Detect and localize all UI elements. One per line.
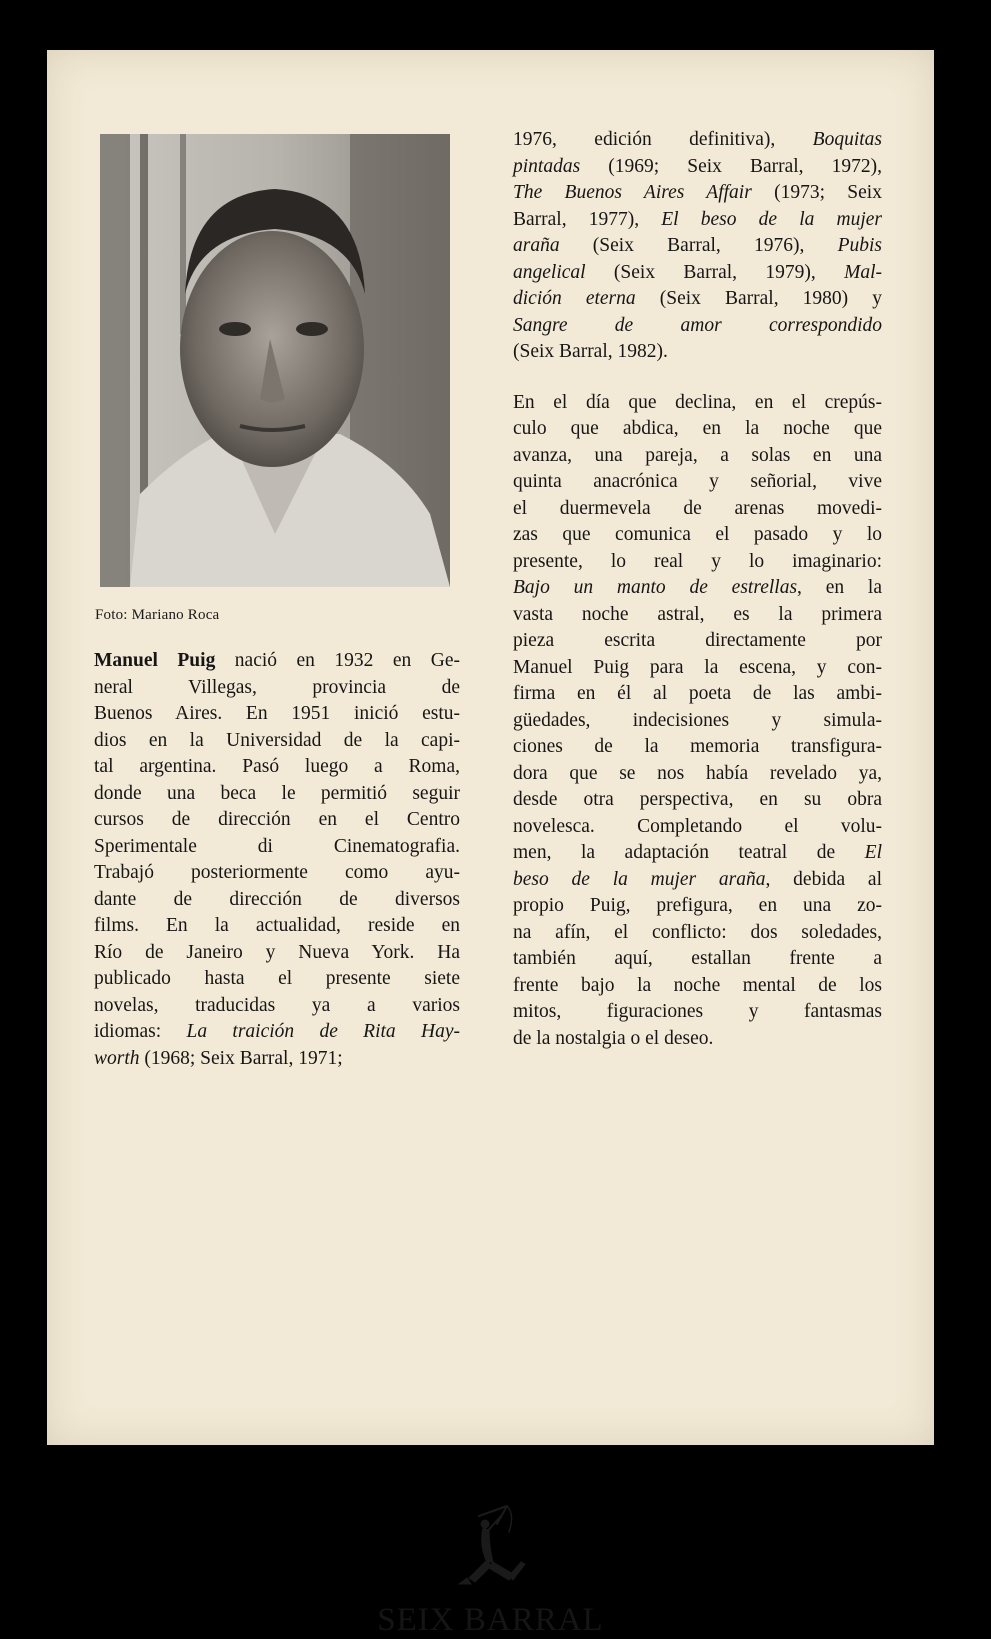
bio-line xyxy=(94,781,460,808)
text-run: worth xyxy=(94,1047,140,1069)
bibliography-line xyxy=(513,180,882,207)
text-run: tal argentina. Pasó luego a Roma, xyxy=(94,756,460,777)
text-run: angelical xyxy=(513,261,586,283)
text-run: Mal- xyxy=(844,261,882,283)
synopsis-line xyxy=(513,946,882,973)
text-run: na afín, el conflicto: dos soledades, xyxy=(513,921,882,943)
bio-line xyxy=(94,887,460,914)
bio-line xyxy=(94,675,460,702)
right-column xyxy=(513,127,882,1052)
text-run: desde otra perspectiva, en su obra xyxy=(513,789,882,810)
synopsis-line xyxy=(513,973,882,1000)
bio-line xyxy=(94,966,460,993)
text-run: , debida al xyxy=(765,868,882,890)
synopsis-line xyxy=(513,469,882,496)
bibliography-line xyxy=(513,233,882,260)
bibliography-line xyxy=(513,313,882,340)
text-run: firma en él al poeta de las ambi- xyxy=(513,683,882,704)
bio-line xyxy=(94,834,460,861)
synopsis-line xyxy=(513,390,882,417)
text-run: quinta anacrónica y señorial, vive xyxy=(513,471,882,492)
text-run: nació en 1932 en Ge- xyxy=(215,650,460,671)
text-run: avanza, una pareja, a solas en una xyxy=(513,444,882,466)
synopsis-line xyxy=(513,416,882,443)
text-run: neral Villegas, provincia de xyxy=(94,676,460,698)
bio-line xyxy=(94,940,460,967)
text-run: (Seix Barral, 1982). xyxy=(513,341,668,362)
synopsis-line xyxy=(513,840,882,867)
publisher-name: SEIX BARRAL xyxy=(377,1602,604,1638)
text-run: de la nostalgia o el deseo. xyxy=(513,1027,714,1049)
text-run: también aquí, estallan frente a xyxy=(513,948,882,969)
bibliography-line xyxy=(513,127,882,154)
text-run: güedades, indecisiones y simula- xyxy=(513,709,882,731)
photo-caption: Foto: Mariano Roca xyxy=(95,607,220,623)
text-run: Bajo un manto de estrellas xyxy=(513,577,798,598)
synopsis-line xyxy=(513,787,882,814)
text-run: donde una beca le permitió seguir xyxy=(94,782,460,804)
bio-line xyxy=(94,1019,460,1046)
synopsis-line xyxy=(513,496,882,523)
portrait-image xyxy=(100,134,450,587)
bio-line xyxy=(94,701,460,728)
author-bio xyxy=(94,648,460,1072)
text-run: propio Puig, prefigura, en una zo- xyxy=(513,895,882,916)
text-run: Manuel Puig para la escena, y con- xyxy=(513,656,882,678)
synopsis-line xyxy=(513,443,882,470)
text-run: novelas, traducidas ya a varios xyxy=(94,994,460,1016)
text-run: En el día que declina, en el crepús- xyxy=(513,391,882,413)
synopsis-line xyxy=(513,867,882,894)
text-run: (1973; Seix xyxy=(751,182,882,203)
text-run: presente, lo real y lo imaginario: xyxy=(513,550,882,572)
text-run: el duermevela de arenas movedi- xyxy=(513,497,882,519)
text-run: Buenos Aires. En 1951 inició estu- xyxy=(94,703,460,724)
bibliography-continued xyxy=(513,127,882,366)
synopsis-line xyxy=(513,575,882,602)
text-run: Trabajó posteriormente como ayu- xyxy=(94,862,460,883)
text-run: The Buenos Aires Affair xyxy=(513,182,752,203)
bio-line xyxy=(94,648,460,675)
bio-line xyxy=(94,1046,460,1073)
text-run: vasta noche astral, es la primera xyxy=(513,603,882,625)
synopsis-line xyxy=(513,1026,882,1053)
bibliography-line xyxy=(513,207,882,234)
synopsis-line xyxy=(513,893,882,920)
text-run: (1968; Seix Barral, 1971; xyxy=(139,1047,343,1069)
text-run: (Seix Barral, 1979), xyxy=(585,261,845,283)
text-run: films. En la actualidad, reside en xyxy=(94,915,460,936)
bibliography-line xyxy=(513,286,882,313)
bio-line xyxy=(94,754,460,781)
synopsis-line xyxy=(513,814,882,841)
text-run: Boquitas xyxy=(812,129,882,150)
author-photo xyxy=(100,134,450,587)
text-run: ciones de la memoria transfigura- xyxy=(513,736,882,757)
back-cover xyxy=(47,50,934,1638)
text-run: La traición de Rita Hay- xyxy=(186,1021,460,1042)
synopsis-line xyxy=(513,681,882,708)
synopsis-line xyxy=(513,522,882,549)
bio-line xyxy=(94,993,460,1020)
text-run: men, la adaptación teatral de xyxy=(513,842,865,863)
bibliography-line xyxy=(513,154,882,181)
text-run: dante de dirección de diversos xyxy=(94,888,460,910)
synopsis-line xyxy=(513,761,882,788)
text-run: araña xyxy=(513,235,560,256)
text-run: El beso de la mujer xyxy=(661,208,882,230)
text-run: Manuel Puig xyxy=(94,650,216,671)
synopsis-line xyxy=(513,708,882,735)
text-run: novelesca. Completando el volu- xyxy=(513,815,882,837)
text-run: mitos, figuraciones y fantasmas xyxy=(513,1001,882,1022)
text-run: culo que abdica, en la noche que xyxy=(513,418,882,439)
synopsis-line xyxy=(513,628,882,655)
text-run: (Seix Barral, 1976), xyxy=(559,235,838,256)
synopsis-line xyxy=(513,920,882,947)
text-run: Barral, 1977), xyxy=(513,208,662,230)
publisher-logo-archer-icon xyxy=(449,1502,535,1598)
text-run: Sperimentale di Cinematografia. xyxy=(94,835,460,857)
synopsis-line xyxy=(513,999,882,1026)
text-run: (Seix Barral, 1980) y xyxy=(635,288,882,309)
bibliography-line xyxy=(513,260,882,287)
text-run: (1969; Seix Barral, 1972), xyxy=(580,155,882,177)
text-run: pieza escrita directamente por xyxy=(513,630,882,651)
bio-line xyxy=(94,860,460,887)
text-run: 1976, edición definitiva), xyxy=(513,129,813,150)
text-run: dora que se nos había revelado ya, xyxy=(513,762,882,784)
text-run: frente bajo la noche mental de los xyxy=(513,974,882,996)
text-run: , en la xyxy=(797,577,882,598)
synopsis-line xyxy=(513,549,882,576)
bibliography-line xyxy=(513,339,882,366)
text-run: pintadas xyxy=(513,155,581,177)
text-run: dios en la Universidad de la capi- xyxy=(94,729,460,751)
text-run: Sangre de amor correspondido xyxy=(513,314,882,336)
text-run: El xyxy=(864,842,882,863)
text-run: dición eterna xyxy=(513,288,636,309)
text-run: cursos de dirección en el Centro xyxy=(94,809,460,830)
book-synopsis xyxy=(513,390,882,1053)
bio-line xyxy=(94,807,460,834)
text-run: beso de la mujer araña xyxy=(513,868,766,890)
text-run: idiomas: xyxy=(94,1021,187,1042)
text-run: Pubis xyxy=(837,235,882,256)
text-run: publicado hasta el presente siete xyxy=(94,968,460,989)
bio-line xyxy=(94,728,460,755)
synopsis-line xyxy=(513,655,882,682)
synopsis-line xyxy=(513,602,882,629)
text-run: zas que comunica el pasado y lo xyxy=(513,524,882,545)
text-run: Río de Janeiro y Nueva York. Ha xyxy=(94,941,460,963)
synopsis-line xyxy=(513,734,882,761)
bio-line xyxy=(94,913,460,940)
